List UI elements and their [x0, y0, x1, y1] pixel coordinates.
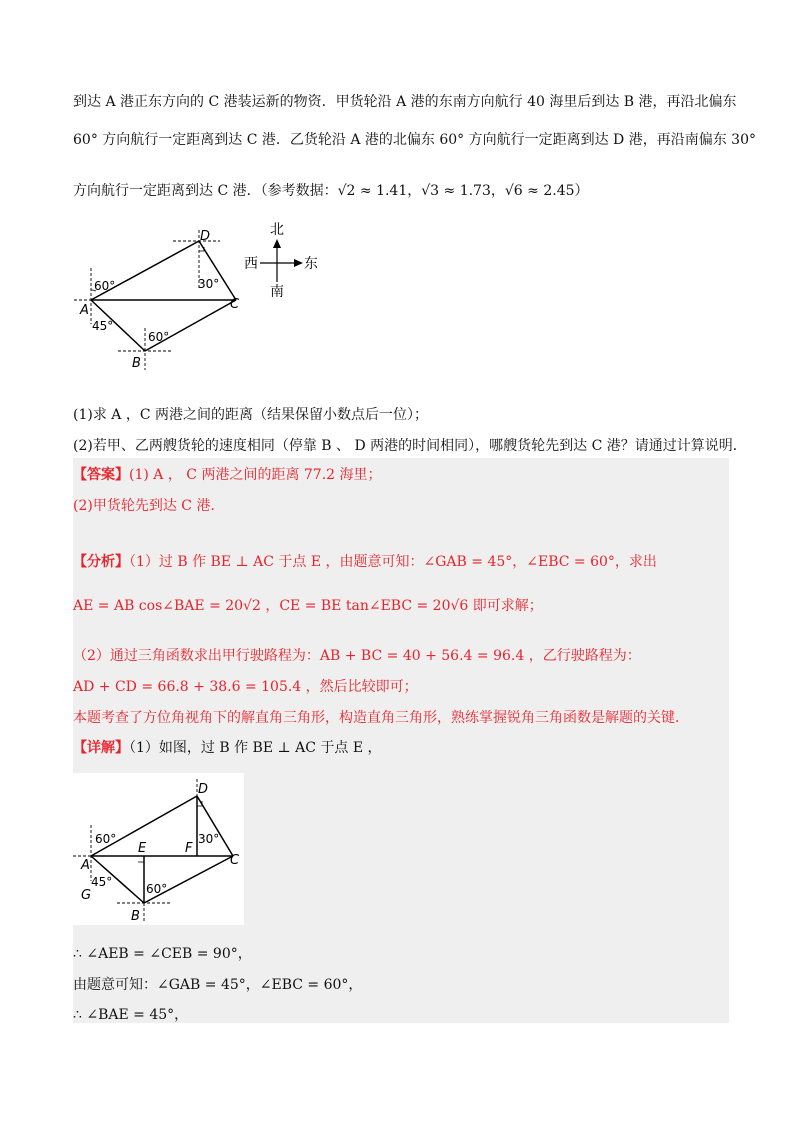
problem-line-3: 方向航行一定距离到达 C 港．（参考数据：√2 ≈ 1.41，√3 ≈ 1.73，√6 ≈ 2.45）	[73, 183, 589, 199]
line-dc	[199, 241, 236, 300]
fig1-label-45: 45°	[92, 319, 114, 333]
analysis-2: AE = AB cos∠BAE = 20√2 ，CE = BE tan∠EBC = 20√6 即可求解；	[73, 598, 543, 614]
fig1-label-60a: 60°	[94, 279, 116, 293]
fig1-label-30: 30°	[198, 277, 220, 291]
figure-2	[73, 773, 244, 925]
detail-line-1	[73, 738, 382, 758]
fig2-label-60b: 60°	[146, 882, 168, 896]
compass-west: 西	[244, 256, 258, 272]
detail-1: （1）如图，过 B 作 BE ⊥ AC 于点 E ，	[129, 740, 382, 756]
fig2-label-c: C	[230, 853, 240, 868]
compass-east: 东	[304, 256, 318, 272]
answer-2: (2)甲货轮先到达 C 港．	[73, 498, 225, 514]
fig2-label-60a: 60°	[95, 832, 117, 846]
fig2-label-a: A	[81, 858, 90, 873]
analysis-3: （2）通过三角函数求出甲行驶路程为：AB + BC = 40 + 56.4 = 96.4 ，乙行驶路程为：	[73, 648, 641, 664]
fig2-label-45: 45°	[91, 875, 113, 889]
answer-1: (1) A ， C 两港之间的距离 77.2 海里；	[129, 467, 382, 483]
analysis-4: AD + CD = 66.8 + 38.6 = 105.4 ，然后比较即可；	[73, 679, 418, 695]
fig2-label-b: B	[131, 909, 140, 924]
fig1-label-d: D	[200, 229, 211, 244]
detail-2: ∴ ∠AEB = ∠CEB = 90°，	[73, 946, 252, 962]
compass-icon	[244, 222, 318, 300]
answer-line-1	[73, 465, 382, 485]
detail-3: 由题意可知：∠GAB = 45°，∠EBC = 60°，	[73, 977, 363, 993]
analysis-line-1	[73, 552, 657, 572]
question-2: (2)若甲、乙两艘货轮的速度相同（停靠 B 、 D 两港的时间相同），哪艘货轮先到达 C 港？请通过计算说明．	[73, 438, 747, 454]
fig2-label-e: E	[138, 841, 147, 856]
analysis-5: 本题考查了方位角视角下的解直角三角形，构造直角三角形，熟练掌握锐角三角函数是解题的关键．	[73, 710, 689, 726]
analysis-1: （1）过 B 作 BE ⊥ AC 于点 E ，由题意可知：∠GAB = 45°，∠EBC = 60°，求出	[129, 554, 657, 570]
fig1-label-a: A	[80, 303, 89, 318]
fig2-label-g: G	[81, 888, 92, 903]
problem-line-2: 60° 方向航行一定距离到达 C 港．乙货轮沿 A 港的北偏东 60° 方向航行一定距离到达 D 港，再沿南偏东 30°	[73, 132, 756, 148]
fig1-label-60b: 60°	[148, 330, 170, 344]
detail-4: ∴ ∠BAE = 45°，	[73, 1007, 189, 1023]
question-1: (1)求 A ，C 两港之间的距离（结果保留小数点后一位）；	[73, 407, 429, 423]
fig2-label-d: D	[198, 782, 209, 797]
fig2-label-30: 30°	[198, 832, 220, 846]
answer-tag: 【答案】	[73, 467, 129, 483]
fig1-label-b: B	[132, 356, 141, 371]
compass-north: 北	[270, 222, 284, 238]
detail-tag: 【详解】	[73, 740, 129, 756]
fig1-label-c: C	[230, 297, 240, 312]
figure-1	[70, 220, 340, 380]
problem-line-1: 到达 A 港正东方向的 C 港装运新的物资．甲货轮沿 A 港的东南方向航行 40 海里后到达 B 港，再沿北偏东	[73, 94, 737, 110]
fig2-label-f: F	[185, 841, 193, 856]
analysis-tag: 【分析】	[73, 554, 129, 570]
compass-south: 南	[270, 284, 284, 300]
